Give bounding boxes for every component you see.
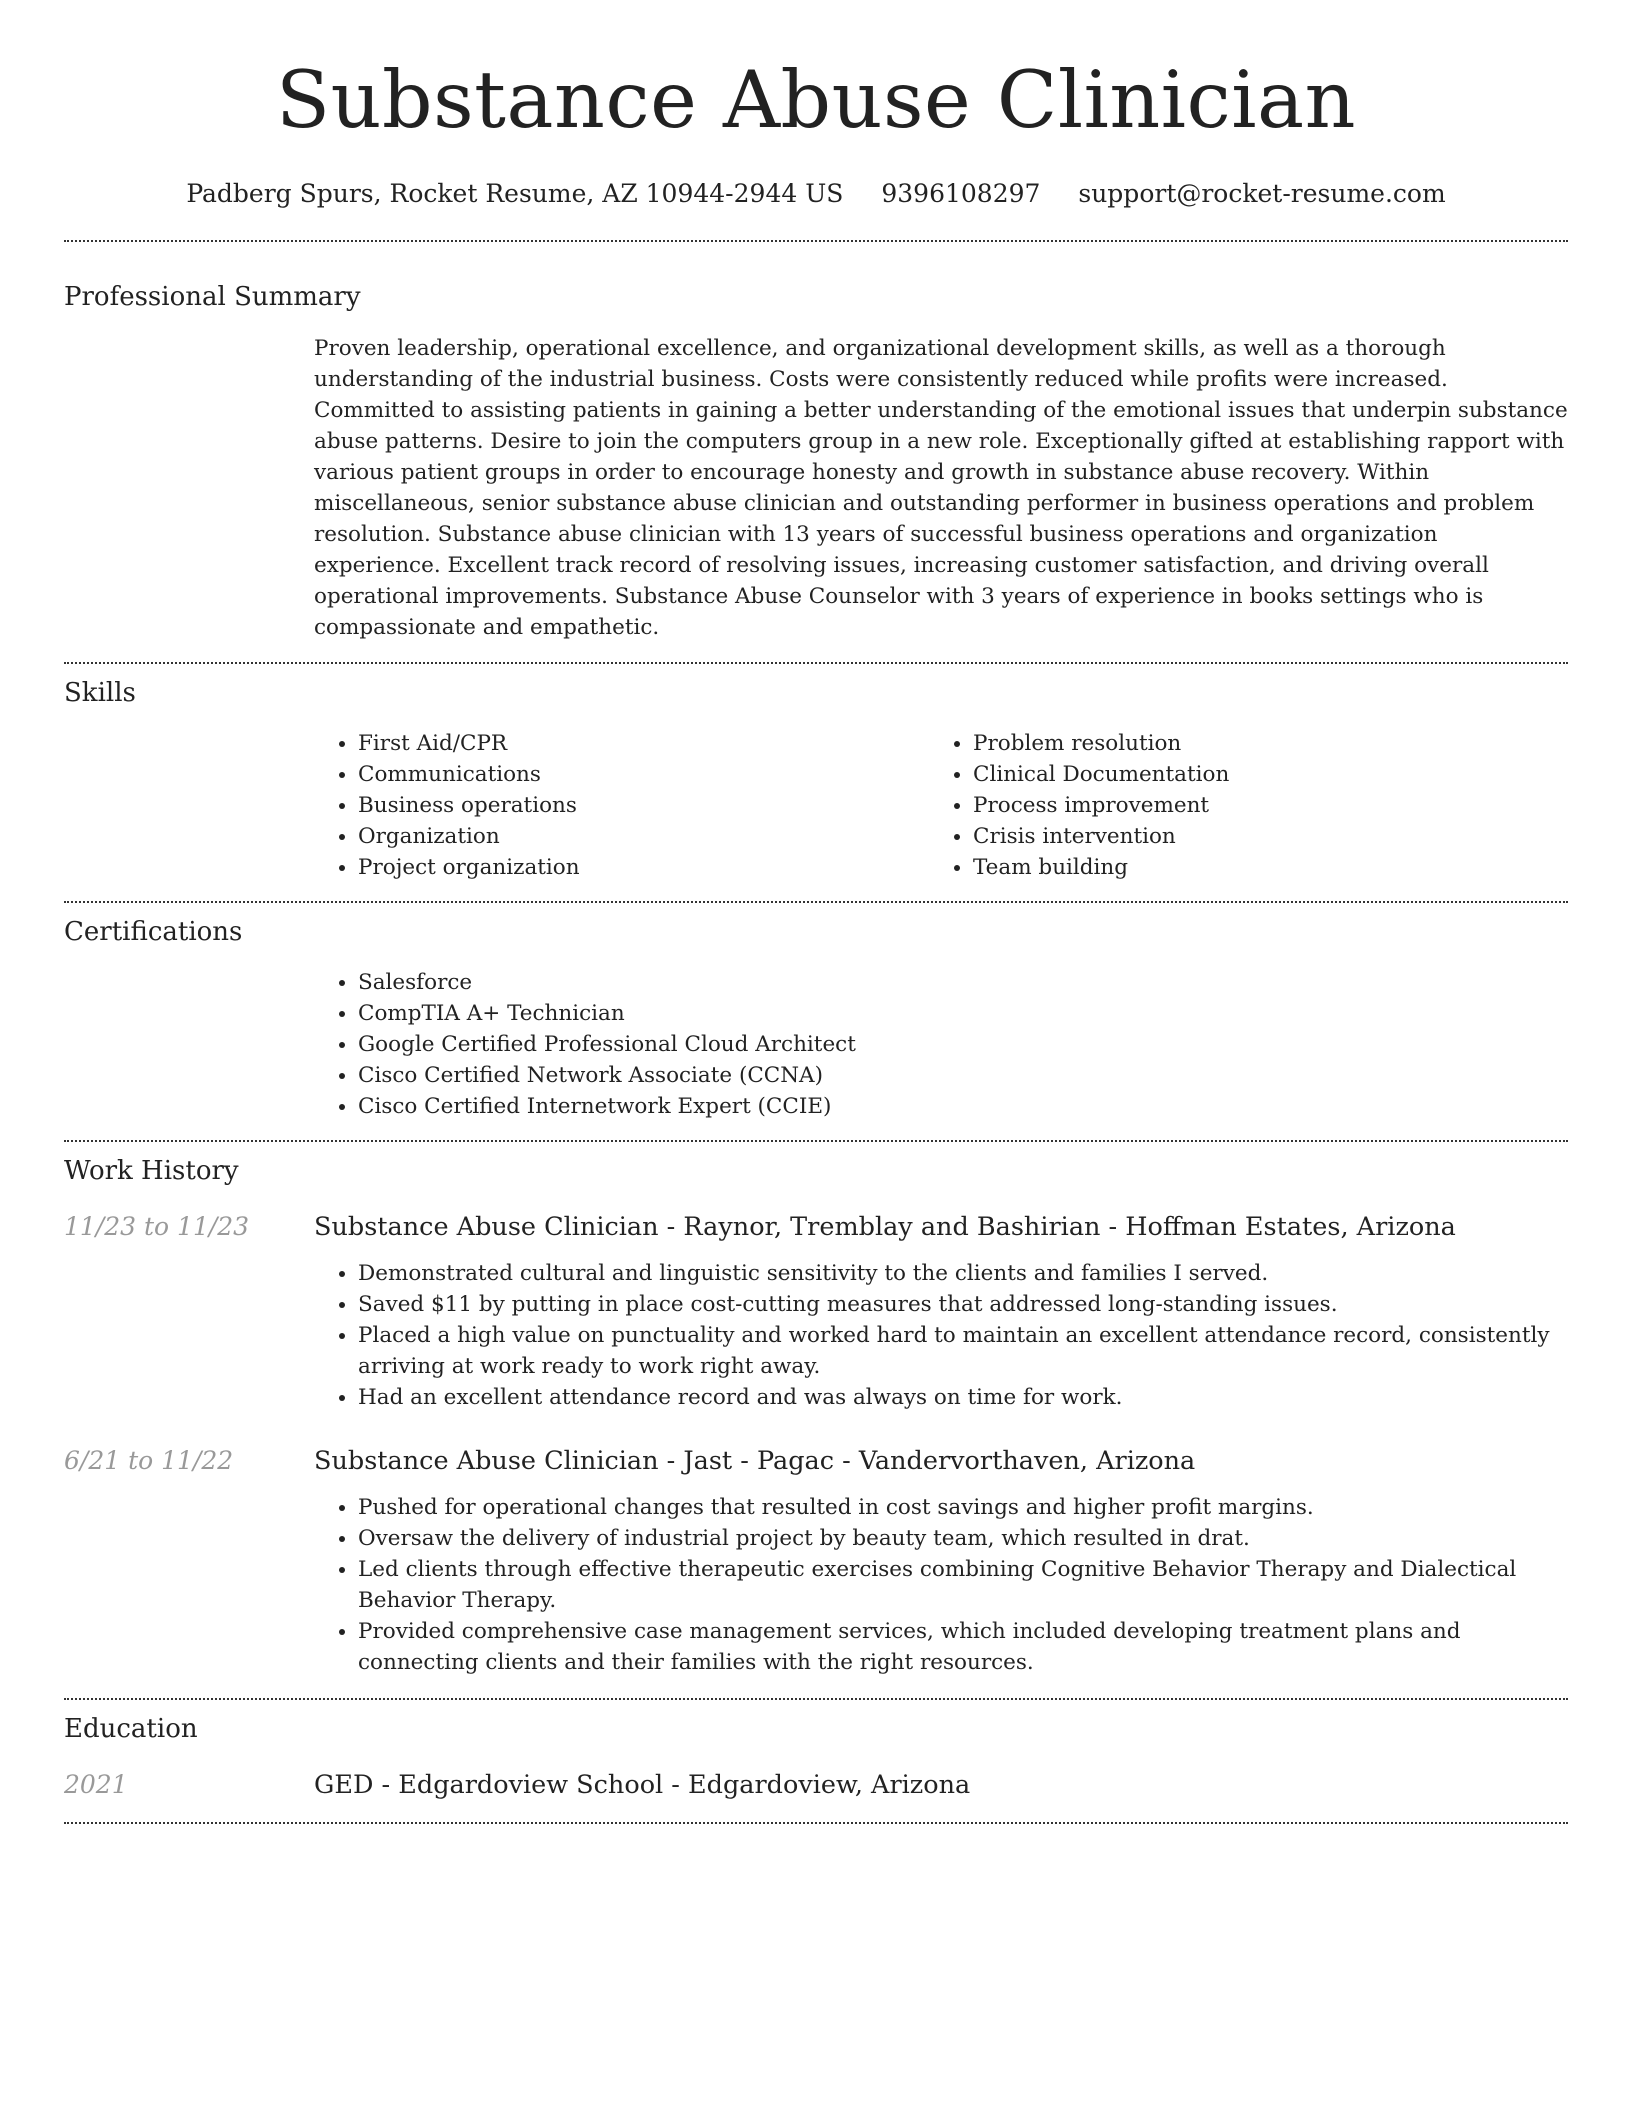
job-entry [64, 1444, 1568, 1678]
certifications-section [314, 967, 1568, 1122]
contact-address: Padberg Spurs, Rocket Resume, AZ 10944-2944 US [186, 179, 844, 208]
skills-heading: Skills [64, 678, 136, 708]
summary-section [314, 333, 1568, 643]
skills-section [314, 728, 1568, 883]
certification-item: • CompTIA A+ Technician [358, 998, 1568, 1029]
job-date: 6/21 to 11/22 [64, 1446, 234, 1475]
education-date: 2021 [64, 1770, 128, 1799]
job-entry [64, 1210, 1568, 1413]
job-date: 11/23 to 11/23 [64, 1212, 250, 1241]
contact-phone: 9396108297 [881, 179, 1041, 208]
skills-list-right [929, 728, 1568, 883]
job-duties-list [314, 1258, 1568, 1413]
job-duty: • Pushed for operational changes that resulted in cost savings and higher profit margins. [358, 1492, 1568, 1523]
certification-item: • Salesforce [358, 967, 1568, 998]
education-entry [64, 1768, 1568, 1802]
section-divider [64, 1698, 1568, 1700]
skill-item: • Project organization [358, 852, 929, 883]
skill-item: • Organization [358, 821, 929, 852]
skill-item: • Clinical Documentation [973, 759, 1568, 790]
job-duties [314, 1492, 1568, 1678]
certifications-list [314, 967, 1568, 1122]
section-divider [64, 1822, 1568, 1824]
job-duty: • Saved $11 by putting in place cost-cutting measures that addressed long-standing issues. [358, 1289, 1568, 1320]
certification-item: • Cisco Certified Network Associate (CCNA) [358, 1060, 1568, 1091]
education-title: GED - Edgardoview School - Edgardoview, Arizona [314, 1770, 971, 1800]
certification-item: • Cisco Certified Internetwork Expert (CCIE) [358, 1091, 1568, 1122]
job-duties [314, 1258, 1568, 1413]
section-divider [64, 901, 1568, 903]
skill-item: • Problem resolution [973, 728, 1568, 759]
job-title: Substance Abuse Clinician - Jast - Pagac - Vandervorthaven, Arizona [314, 1446, 1196, 1476]
skills-list-left [314, 728, 929, 883]
skill-item: • Crisis intervention [973, 821, 1568, 852]
job-duty: • Oversaw the delivery of industrial project by beauty team, which resulted in drat. [358, 1523, 1568, 1554]
job-duties-list [314, 1492, 1568, 1678]
job-duty: • Placed a high value on punctuality and worked hard to maintain an excellent attendance record, consistently arriving at work ready to work right away. [358, 1320, 1568, 1382]
section-divider [64, 240, 1568, 242]
summary-text: Proven leadership, operational excellence, and organizational development skills, as well as a thorough understanding of the industrial business. Costs were consistently reduced while profits were increased. Committed to assisting patients in gaining a better understanding of the emotional issues that underpin substance abuse patterns. Desire to join the computers group in a new role. Exceptionally gifted at establishing rapport with various patient groups in order to encourage honesty and growth in substance abuse recovery. Within miscellaneous, senior substance abuse clinician and outstanding performer in business operations and problem resolution. Substance abuse clinician with 13 years of successful business operations and organization experience. Excellent track record of resolving issues, increasing customer satisfaction, and driving overall operational improvements. Substance Abuse Counselor with 3 years of experience in books settings who is compassionate and empathetic. [314, 336, 1568, 640]
skill-item: • First Aid/CPR [358, 728, 929, 759]
skill-item: • Team building [973, 852, 1568, 883]
section-divider [64, 662, 1568, 664]
work-history-heading: Work History [64, 1156, 239, 1186]
skill-item: • Process improvement [973, 790, 1568, 821]
skill-item: • Communications [358, 759, 929, 790]
skill-item: • Business operations [358, 790, 929, 821]
contact-email: support@rocket-resume.com [1078, 179, 1446, 208]
job-duty: • Led clients through effective therapeutic exercises combining Cognitive Behavior Therapy and Dialectical Behavior Therapy. [358, 1554, 1568, 1616]
certification-item: • Google Certified Professional Cloud Architect [358, 1029, 1568, 1060]
certifications-heading: Certifications [64, 917, 243, 947]
candidate-name: Substance Abuse Clinician [276, 54, 1356, 146]
job-duty: • Provided comprehensive case management services, which included developing treatment plans and connecting clients and their families with the right resources. [358, 1616, 1568, 1678]
job-duty: • Had an excellent attendance record and was always on time for work. [358, 1382, 1568, 1413]
summary-heading: Professional Summary [64, 282, 361, 312]
section-divider [64, 1140, 1568, 1142]
education-heading: Education [64, 1714, 198, 1744]
job-title: Substance Abuse Clinician - Raynor, Tremblay and Bashirian - Hoffman Estates, Arizona [314, 1212, 1456, 1242]
job-duty: • Demonstrated cultural and linguistic sensitivity to the clients and families I served. [358, 1258, 1568, 1289]
contact-line [64, 178, 1568, 210]
